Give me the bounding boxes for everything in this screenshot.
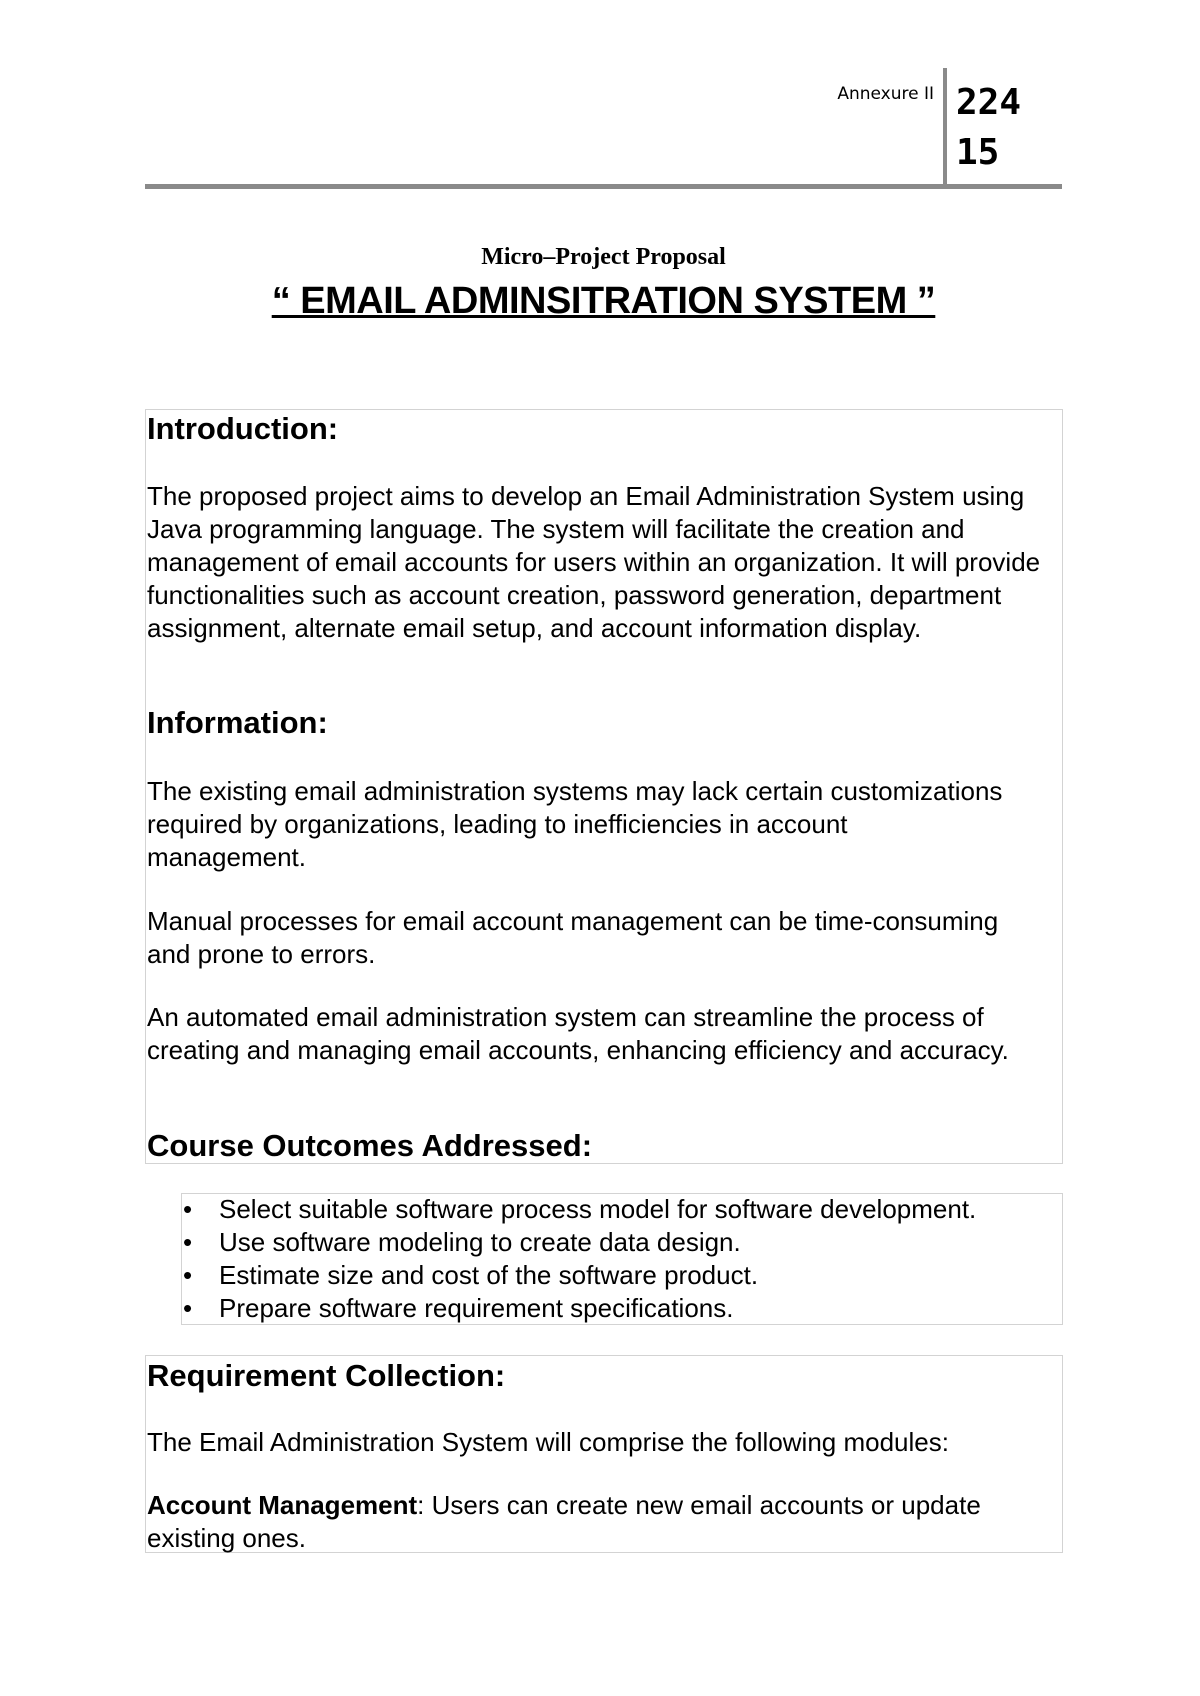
header-vertical-rule [943,68,947,186]
requirements-intro: The Email Administration System will comprise the following modules: [147,1427,949,1457]
document-subtitle: Micro–Project Proposal [481,244,726,270]
list-item-text: Select suitable software process model for software development. [219,1194,977,1224]
course-outcomes-heading: Course Outcomes Addressed: [147,1128,593,1163]
page-number-line1: 224 [956,82,1022,123]
page-number [956,78,1021,178]
document-title: “ EMAIL ADMINSITRATION SYSTEM ” [271,280,936,322]
information-paragraph-1: The existing email administration systems may lack certain customizations required by organizations, leading to inefficiencies in account management. [147,776,1003,872]
list-item-text: Use software modeling to create data design. [219,1227,741,1257]
module-name: Account Management [147,1490,418,1520]
list-item [183,1292,976,1325]
bullet-icon: • [183,1227,193,1257]
list-item [183,1259,976,1292]
list-item [183,1193,976,1226]
requirements-heading: Requirement Collection: [147,1358,506,1393]
account-management-paragraph [147,1489,1062,1555]
course-outcomes-list [183,1193,976,1325]
bullet-icon: • [183,1194,193,1224]
introduction-heading: Introduction: [147,411,339,446]
introduction-text: The proposed project aims to develop an Email Administration System using Java programming language. The system will facilitate the creation and management of email accounts for users within an organization. It will provide functionalities such as account creation, password generation, department assignment, alternate email setup, and account information display. [147,481,1041,643]
information-heading: Information: [147,705,328,740]
information-paragraph-3: An automated email administration system can streamline the process of creating and managing email accounts, enhancing efficiency and accuracy. [147,1002,1009,1065]
bullet-icon: • [183,1260,193,1290]
information-paragraph-2: Manual processes for email account management can be time-consuming and prone to errors. [147,906,999,969]
list-item-text: Prepare software requirement specifications. [219,1293,734,1323]
list-item-text: Estimate size and cost of the software product. [219,1260,759,1290]
page-number-line2: 15 [956,132,1000,173]
bullet-icon: • [183,1293,193,1323]
list-item [183,1226,976,1259]
annexure-label: Annexure II [837,84,934,104]
module-description: : Users can create new email accounts or update existing ones. [147,1490,981,1553]
header-horizontal-rule [145,184,1062,189]
